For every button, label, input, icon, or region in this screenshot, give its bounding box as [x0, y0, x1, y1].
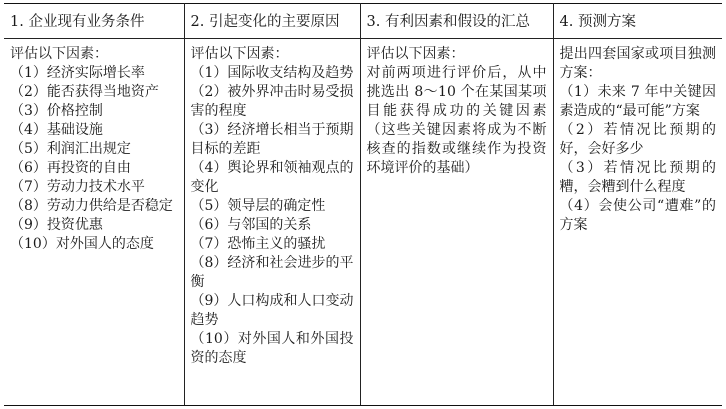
list-item: （3）若情况比预期的糟，会糟到什么程度 [559, 160, 716, 195]
header-row [4, 4, 722, 39]
cell-intro: 提出四套国家或项目独测方案： [559, 46, 716, 81]
list-item: （3）经济增长相当于预期目标的差距 [190, 122, 354, 157]
header-current-conditions: 1. 企业现有业务条件 [4, 4, 184, 39]
list-item: （8）劳动力供给是否稳定 [10, 198, 173, 214]
cell-body: 对前两项进行评价后，从中挑选出 8～10 个在某国某项目能获得成功的关键因素（这些关键因素将成为不断核查的指数或继续作为投资环境评价的基础） [366, 65, 547, 176]
list-item: （1）经济实际增长率 [10, 65, 145, 81]
list-item: （2）若情况比预期的好，会好多少 [559, 122, 716, 157]
list-item: （2）能否获得当地资产 [10, 84, 159, 100]
list-item: （7）劳动力技术水平 [10, 179, 145, 195]
list-item: （4）基础设施 [10, 122, 103, 138]
list-item: （2）被外界冲击时易受损害的程度 [190, 84, 354, 119]
list-item: （10）对外国人的态度 [10, 236, 154, 252]
cell-current-conditions [4, 39, 184, 406]
cell-intro: 评估以下因素： [366, 46, 465, 62]
header-favorable-factors: 3. 有利因素和假设的汇总 [360, 4, 553, 39]
list-item: （9）人口构成和人口变动趋势 [190, 293, 354, 328]
list-item: （10）对外国人和外国投资的态度 [190, 331, 354, 366]
list-item: （1）国际收支结构及趋势 [190, 65, 354, 81]
cell-intro: 评估以下因素： [10, 46, 108, 62]
list-item: （4）舆论界和领袖观点的变化 [190, 160, 354, 195]
list-item: （1）未来 7 年中关键因素造成的“最可能”方案 [559, 84, 716, 119]
cell-intro: 评估以下因素： [190, 46, 289, 62]
list-item: （5）领导层的确定性 [190, 198, 326, 214]
list-item: （6）再投资的自由 [10, 160, 131, 176]
list-item: （8）经济和社会进步的平衡 [190, 255, 354, 290]
body-row [4, 39, 722, 406]
list-item: （7）恐怖主义的骚扰 [190, 236, 326, 252]
evaluation-table-sheet [4, 3, 722, 404]
list-item: （9）投资优惠 [10, 217, 103, 233]
list-item: （6）与邻国的关系 [190, 217, 312, 233]
evaluation-table [4, 3, 722, 406]
list-item: （4）会使公司“遭难”的方案 [559, 198, 716, 233]
cell-forecast-scenarios [553, 39, 722, 406]
cell-causes-of-change [184, 39, 360, 406]
header-forecast-scenarios: 4. 预测方案 [553, 4, 722, 39]
list-item: （5）利润汇出规定 [10, 141, 131, 157]
cell-favorable-factors [360, 39, 553, 406]
list-item: （3）价格控制 [10, 103, 103, 119]
header-causes-of-change: 2. 引起变化的主要原因 [184, 4, 360, 39]
